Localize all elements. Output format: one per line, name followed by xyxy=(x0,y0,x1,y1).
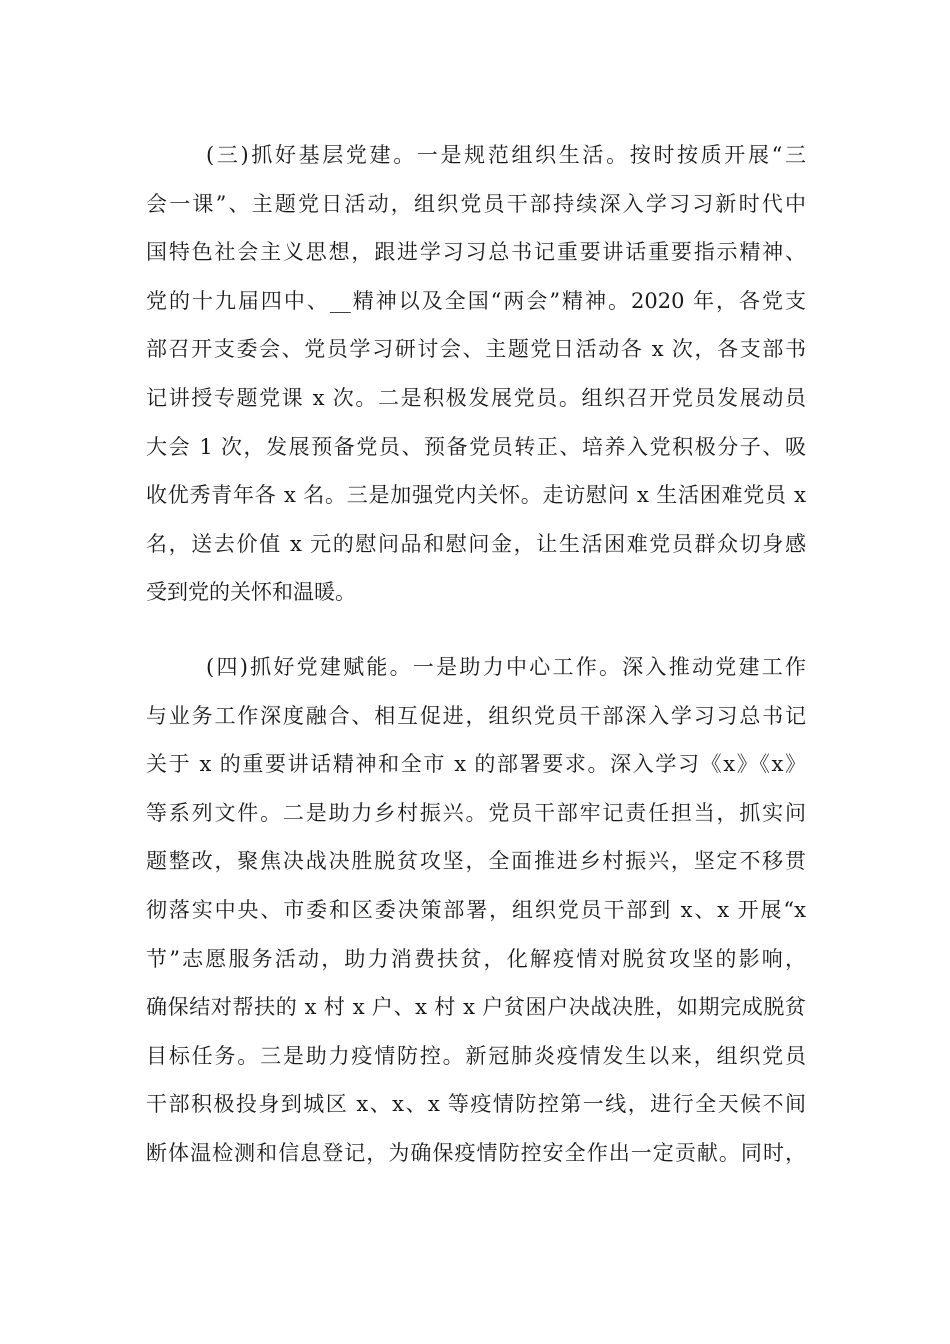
text-line: 名，送去价值 x 元的慰问品和慰问金，让生活困难党员群众切身感 xyxy=(146,531,806,556)
paragraph-spacer xyxy=(146,617,806,643)
document-body xyxy=(146,131,806,1177)
text-line: 断体温检测和信息登记，为确保疫情防控安全作出一定贡献。同时， xyxy=(146,1140,806,1165)
text-line: 目标任务。三是助力疫情防控。新冠肺炎疫情发生以来，组织党员 xyxy=(146,1043,806,1068)
text-line: 受到党的关怀和温暖。 xyxy=(146,580,356,605)
text-line: 会一课”、主题党日活动，组织党员干部持续深入学习习新时代中 xyxy=(146,191,806,216)
text-line: (四)抓好党建赋能。一是助力中心工作。深入推动党建工作 xyxy=(206,654,806,679)
text-line: 与业务工作深度融合、相互促进，组织党员干部深入学习习总书记 xyxy=(146,703,806,728)
text-line: 节”志愿服务活动，助力消费扶贫，化解疫情对脱贫攻坚的影响， xyxy=(146,946,806,971)
text-line: 彻落实中央、市委和区委决策部署，组织党员干部到 x、x 开展“x xyxy=(146,897,806,922)
text-line: 干部积极投身到城区 x、x、x 等疫情防控第一线，进行全天候不间 xyxy=(146,1092,806,1117)
text-line: 收优秀青年各 x 名。三是加强党内关怀。走访慰问 x 生活困难党员 x xyxy=(146,483,806,508)
text-line: 国特色社会主义思想，跟进学习习总书记重要讲话重要指示精神、 xyxy=(146,240,806,265)
text-line: 等系列文件。二是助力乡村振兴。党员干部牢记责任担当，抓实问 xyxy=(146,800,806,825)
text-line: (三)抓好基层党建。一是规范组织生活。按时按质开展“三 xyxy=(206,143,806,167)
text-line: 关于 x 的重要讲话精神和全市 x 的部署要求。深入学习《x》《x》 xyxy=(146,752,806,777)
text-line: 党的十九届四中、__精神以及全国“两会”精神。2020 年，各党支 xyxy=(146,288,806,313)
text-line: 大会 1 次，发展预备党员、预备党员转正、培养入党积极分子、吸 xyxy=(146,434,806,459)
text-line: 记讲授专题党课 x 次。二是积极发展党员。组织召开党员发展动员 xyxy=(146,385,806,410)
text-line: 题整改，聚焦决战决胜脱贫攻坚，全面推进乡村振兴，坚定不移贯 xyxy=(146,849,806,874)
paragraph-4 xyxy=(146,643,806,1178)
text-line: 部召开支委会、党员学习研讨会、主题党日活动各 x 次，各支部书 xyxy=(146,337,806,362)
text-line: 确保结对帮扶的 x 村 x 户、x 村 x 户贫困户决战决胜，如期完成脱贫 xyxy=(146,995,806,1020)
paragraph-3 xyxy=(146,131,806,617)
